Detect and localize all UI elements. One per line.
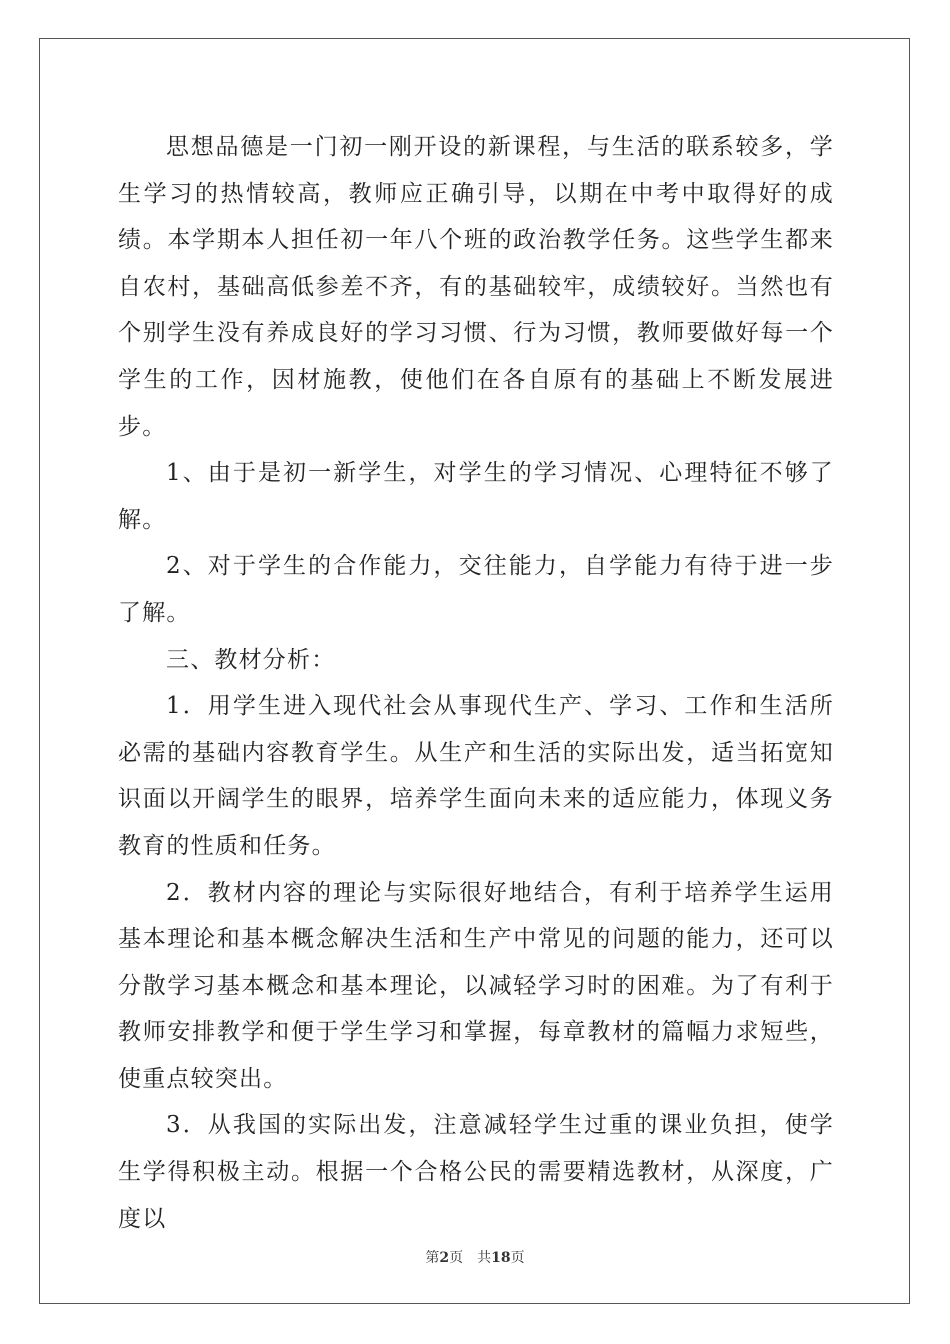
page-number-current: 2 xyxy=(439,1250,450,1266)
paragraph-analysis-2: 2．教材内容的理论与实际很好地结合，有利于培养学生运用基本理论和基本概念解决生活和生产中常见的问题的能力，还可以分散学习基本概念和基本理论，以减轻学习时的困难。为了有利于教师安排教学和便于学生学习和掌握，每章教材的篇幅力求短些，使重点较突出。 xyxy=(118,879,834,1092)
page-number-suffix: 页 xyxy=(449,1250,464,1266)
page-number-total: 18 xyxy=(491,1250,511,1266)
section-heading-textbook-analysis: 三、教材分析： xyxy=(166,646,336,673)
page-footer xyxy=(0,1247,950,1267)
paragraph-item-1: 1、由于是初一新学生，对学生的学习情况、心理特征不够了解。 xyxy=(118,460,834,533)
page-total-suffix: 页 xyxy=(510,1250,525,1266)
paragraph-intro: 思想品德是一门初一刚开设的新课程，与生活的联系较多，学生学习的热情较高，教师应正确引导，以期在中考中取得好的成绩。本学期本人担任初一年八个班的政治教学任务。这些学生都来自农村，基础高低参差不齐，有的基础较牢，成绩较好。当然也有个别学生没有养成良好的学习习惯、行为习惯，教师要做好每一个学生的工作，因材施教，使他们在各自原有的基础上不断发展进步。 xyxy=(118,134,834,440)
paragraph-analysis-3: 3．从我国的实际出发，注意减轻学生过重的课业负担，使学生学得积极主动。根据一个合格公民的需要精选教材，从深度，广度以 xyxy=(118,1112,834,1232)
page-total-prefix: 共 xyxy=(477,1250,492,1266)
paragraph-item-2: 2、对于学生的合作能力，交往能力，自学能力有待于进一步了解。 xyxy=(118,553,834,626)
document-body xyxy=(118,124,834,1242)
page-number-prefix: 第 xyxy=(425,1250,440,1266)
paragraph-analysis-1: 1．用学生进入现代社会从事现代生产、学习、工作和生活所必需的基础内容教育学生。从生产和生活的实际出发，适当拓宽知识面以开阔学生的眼界，培养学生面向未来的适应能力，体现义务教育的性质和任务。 xyxy=(118,693,834,859)
